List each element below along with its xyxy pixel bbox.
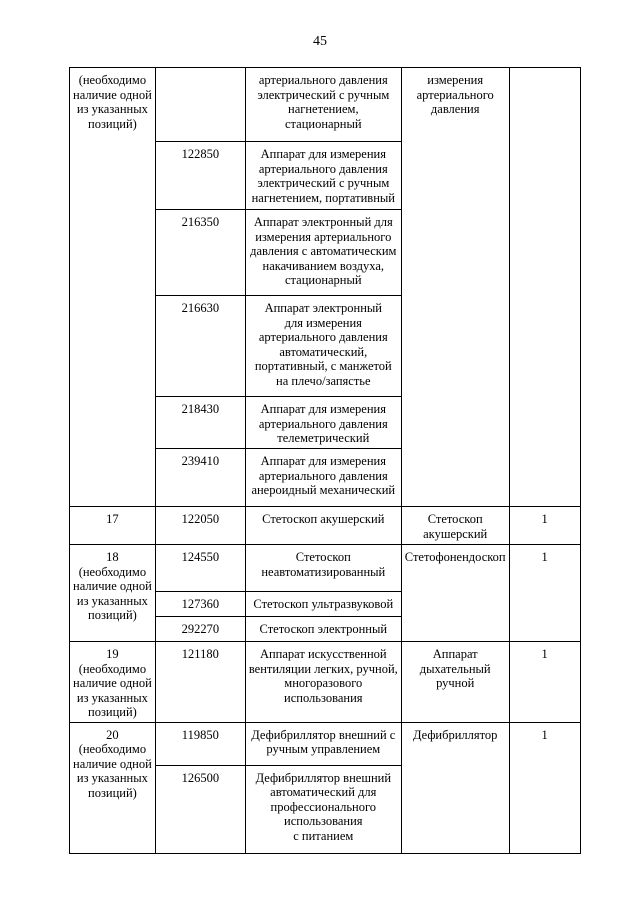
group-line: позиций) — [88, 608, 137, 622]
device-name-line: нагнетением, — [288, 102, 359, 116]
device-name-line: Аппарат для измерения — [260, 147, 386, 161]
group-line: (необходимо — [78, 661, 147, 676]
device-name-cell — [245, 296, 401, 397]
device-name-line: автоматический для — [270, 785, 377, 799]
device-name-line: нагнетением, портативный — [251, 190, 395, 205]
quantity-cell: 1 — [509, 545, 580, 642]
code-cell: 121180 — [155, 642, 245, 723]
quantity-cell — [509, 68, 580, 507]
equipment-line: артериального — [416, 87, 494, 102]
equipment-cell — [401, 68, 509, 507]
group-line: наличие одной — [73, 579, 152, 593]
device-name-cell — [245, 617, 401, 642]
device-name-line: телеметрический — [277, 431, 370, 445]
code-cell: 216350 — [155, 210, 245, 296]
device-name-line: автоматический, — [279, 344, 368, 359]
device-name-cell — [245, 545, 401, 592]
equipment-line: давления — [430, 102, 480, 116]
device-name-line: артериального давления — [258, 416, 388, 431]
code-cell: 122050 — [155, 507, 245, 545]
group-line: из указанных — [76, 771, 148, 785]
device-name-cell — [245, 449, 401, 507]
device-name-line: Аппарат для измерения — [260, 454, 386, 468]
device-name-cell — [245, 210, 401, 296]
device-name-line: Стетоскоп — [295, 550, 351, 564]
device-name-line: Стетоскоп ультразвуковой — [253, 597, 394, 611]
equipment-line: Дефибриллятор — [412, 727, 498, 742]
device-name-line: артериального давления — [258, 161, 388, 176]
group-line: позиций) — [88, 116, 137, 131]
group-line: (необходимо — [78, 73, 147, 87]
group-line: позиций) — [88, 785, 137, 800]
device-name-line: с питанием — [293, 828, 354, 843]
equipment-cell — [401, 722, 509, 853]
device-name-cell — [245, 397, 401, 449]
quantity-cell: 1 — [509, 642, 580, 723]
device-name-line: профессионального — [270, 799, 377, 814]
equipment-table — [69, 67, 581, 854]
device-name-line: Стетоскоп электронный — [259, 622, 388, 636]
device-name-line: Стетоскоп акушерский — [262, 512, 385, 526]
table-row — [70, 722, 581, 765]
device-name-line: анероидный механический — [251, 483, 396, 497]
table-row — [70, 642, 581, 723]
device-name-line: портативный, с манжетой — [254, 359, 392, 373]
equipment-line: измерения — [427, 73, 484, 87]
device-name-line: электрический с ручным — [257, 87, 390, 102]
quantity-cell: 1 — [509, 722, 580, 853]
group-line: (необходимо — [78, 564, 147, 579]
equipment-line: Стетоскоп — [427, 512, 483, 526]
device-name-cell — [245, 642, 401, 723]
code-cell: 126500 — [155, 765, 245, 853]
table-row — [70, 507, 581, 545]
device-name-cell — [245, 68, 401, 142]
group-line: (необходимо — [78, 742, 147, 756]
group-line: наличие одной — [73, 756, 152, 771]
group-line: наличие одной — [73, 676, 152, 690]
device-name-line: неавтоматизированный — [261, 564, 386, 579]
device-name-line: измерения артериального — [255, 229, 392, 244]
code-cell: 239410 — [155, 449, 245, 507]
group-line: из указанных — [76, 102, 148, 116]
device-name-line: артериального давления — [258, 468, 388, 483]
device-name-line: вентиляции легких, ручной, — [248, 661, 398, 676]
device-name-line: стационарный — [284, 273, 362, 287]
table-row — [70, 545, 581, 592]
equipment-line: ручной — [436, 676, 475, 690]
device-name-line: ручным управлением — [266, 742, 381, 756]
device-name-line: Аппарат для измерения — [260, 402, 386, 416]
device-name-cell — [245, 592, 401, 617]
device-name-cell — [245, 142, 401, 210]
device-name-line: артериального давления — [258, 73, 388, 87]
table-row — [70, 68, 581, 142]
device-name-line: многоразового — [284, 676, 363, 690]
equipment-line: акушерский — [423, 526, 488, 541]
device-name-line: использования — [284, 814, 363, 828]
device-name-line: Аппарат искусственной — [259, 647, 387, 661]
code-cell: 216630 — [155, 296, 245, 397]
group-line: из указанных — [76, 593, 148, 608]
device-name-line: Аппарат электронный для — [253, 215, 393, 229]
device-name-line: стационарный — [284, 116, 362, 131]
code-cell: 124550 — [155, 545, 245, 592]
equipment-line: Аппарат — [432, 647, 478, 661]
code-cell: 292270 — [155, 617, 245, 642]
device-name-line: на плечо/запястье — [276, 373, 371, 388]
group-cell — [70, 722, 156, 853]
device-name-cell — [245, 722, 401, 765]
device-name-line: для измерения — [284, 315, 362, 330]
equipment-cell — [401, 507, 509, 545]
group-cell — [70, 545, 156, 642]
device-name-line: Дефибриллятор внешний с — [251, 727, 396, 742]
equipment-cell — [401, 642, 509, 723]
device-name-line: накачиванием воздуха, — [262, 258, 385, 273]
code-cell: 119850 — [155, 722, 245, 765]
group-line: 20 — [106, 727, 119, 742]
group-cell — [70, 642, 156, 723]
group-cell — [70, 507, 156, 545]
equipment-line: Стетофонендоскоп — [404, 550, 506, 564]
group-line: из указанных — [76, 690, 148, 705]
code-cell: 218430 — [155, 397, 245, 449]
group-cell — [70, 68, 156, 507]
code-cell — [155, 68, 245, 142]
device-name-line: давления с автоматическим — [250, 244, 397, 258]
group-line: позиций) — [88, 705, 137, 719]
page-number: 45 — [313, 34, 327, 49]
group-line: наличие одной — [73, 87, 152, 102]
device-name-cell — [245, 765, 401, 853]
code-cell: 127360 — [155, 592, 245, 617]
code-cell: 122850 — [155, 142, 245, 210]
group-line: 18 — [106, 550, 119, 564]
device-name-line: Аппарат электронный — [264, 301, 382, 315]
device-name-cell — [245, 507, 401, 545]
device-name-line: Дефибриллятор внешний — [255, 770, 392, 785]
group-line: 17 — [106, 512, 119, 526]
device-name-line: артериального давления — [258, 330, 388, 344]
device-name-line: использования — [284, 690, 363, 705]
quantity-cell: 1 — [509, 507, 580, 545]
equipment-cell — [401, 545, 509, 642]
device-name-line: электрический с ручным — [257, 176, 390, 190]
equipment-line: дыхательный — [419, 661, 491, 676]
group-line: 19 — [106, 647, 119, 661]
